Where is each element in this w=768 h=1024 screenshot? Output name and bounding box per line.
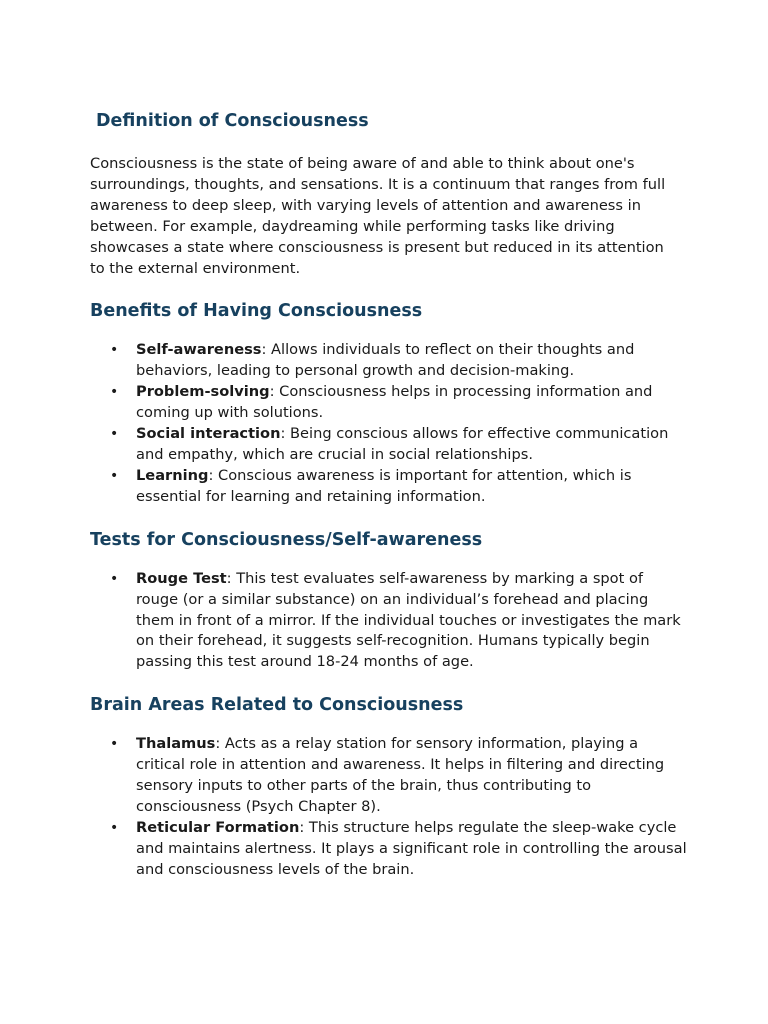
benefits-list: [90, 340, 690, 507]
list-item: [90, 818, 688, 881]
list-item-text: : Consciousness helps in processing information and coming up with solutions.: [136, 383, 653, 422]
list-item-text: : This structure helps regulate the sleep-wake cycle and maintains alertness. It plays a significant role in controlling the arousal and consciousness levels of the brain.: [136, 818, 687, 878]
list-item: [90, 340, 688, 382]
list-item-text: : Being conscious allows for effective communication and empathy, which are crucial in social relationships.: [136, 425, 669, 463]
list-item: [90, 734, 688, 818]
bullet-icon: •: [110, 342, 119, 359]
section-definition: [90, 109, 690, 279]
list-item-term: Reticular Formation: [136, 818, 300, 836]
bullet-icon: •: [110, 426, 119, 443]
list-item-term: Social interaction: [136, 425, 281, 443]
list-item-term: Rouge Test: [136, 569, 227, 587]
list-item-term: Learning: [136, 466, 209, 484]
list-item: [90, 382, 688, 424]
list-item-text: : This test evaluates self-awareness by marking a spot of rouge (or a similar substance) on an individual’s forehead and placing them in front of a mirror. If the individual touches or investigates the mark on their forehead, it suggests self-recognition. Humans typically begin passing this test around 18-24 months of age.: [136, 569, 681, 671]
brain-areas-list: [90, 734, 690, 880]
document-content: [90, 109, 690, 881]
heading-brain-areas: Brain Areas Related to Consciousness: [90, 695, 464, 716]
bullet-icon: •: [110, 736, 119, 753]
list-item-text: : Conscious awareness is important for attention, which is essential for learning and retaining information.: [136, 466, 632, 505]
bullet-icon: •: [110, 384, 119, 401]
bullet-icon: •: [110, 570, 119, 587]
section-benefits: [90, 299, 690, 507]
list-item-text: : Acts as a relay station for sensory information, playing a critical role in attention and awareness. It helps in filtering and directing sensory inputs to other parts of the brain, thus contributing to consciousness (Psych Chapter 8).: [136, 735, 665, 815]
bullet-icon: •: [110, 467, 119, 484]
list-item: [90, 569, 688, 674]
definition-paragraph: Consciousness is the state of being aware of and able to think about one's surroundings, thoughts, and sensations. It is a continuum that ranges from full awareness to deep sleep, with varying levels of attention and awareness in between. For example, daydreaming while performing tasks like driving showcases a state where consciousness is present but reduced in its attention to the external environment.: [90, 155, 666, 277]
section-tests: [90, 528, 690, 674]
list-item-term: Self-awareness: [136, 341, 262, 359]
heading-benefits: Benefits of Having Consciousness: [90, 301, 423, 322]
heading-definition: Definition of Consciousness: [96, 111, 369, 131]
list-item-term: Thalamus: [136, 735, 216, 753]
section-brain-areas: [90, 693, 690, 880]
list-item: [90, 466, 688, 508]
heading-tests: Tests for Consciousness/Self-awareness: [90, 529, 483, 550]
list-item: [90, 424, 688, 466]
bullet-icon: •: [110, 819, 119, 836]
tests-list: [90, 569, 690, 674]
list-item-text: : Allows individuals to reflect on their thoughts and behaviors, leading to personal growth and decision-making.: [136, 341, 635, 380]
list-item-term: Problem-solving: [136, 383, 270, 401]
